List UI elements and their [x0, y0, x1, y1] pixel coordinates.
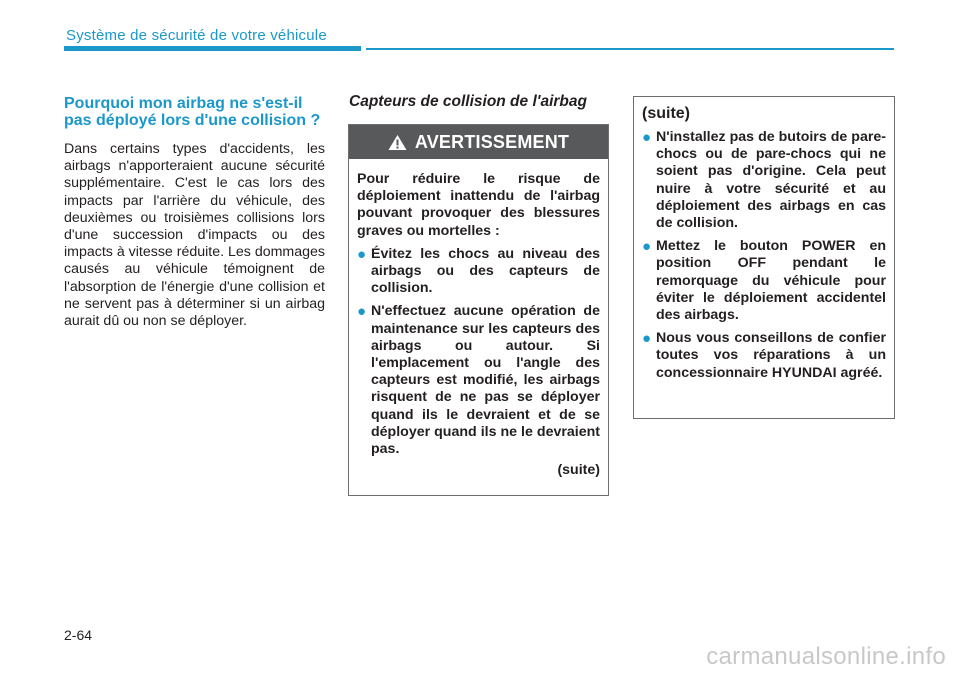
bullet-dot-icon: ● [357, 303, 367, 321]
watermark: carmanualsonline.info [706, 643, 946, 670]
section-heading: Pourquoi mon airbag ne s'est-il pas déployé lors d'une collision ? [64, 95, 321, 129]
bullet-text: Nous vous conseillons de confier toutes vos réparations à un concessionnaire HYUNDAI agréé. [656, 330, 886, 381]
warning-intro: Pour réduire le risque de déploiement inattendu de l'airbag pouvant provoquer des blessures graves ou mortelles : [357, 171, 600, 239]
airbag-deployment-section [64, 95, 325, 330]
page-number: 2-64 [64, 627, 93, 643]
warning-bullet [642, 238, 886, 324]
bullet-text: Mettez le bouton POWER en position OFF pendant le remorquage du véhicule pour éviter le déploiement accidentel des airbags. [656, 238, 886, 324]
warning-title: AVERTISSEMENT [414, 131, 570, 152]
continued-label: (suite) [557, 462, 600, 479]
bullet-text: N'effectuez aucune opération de maintenance sur les capteurs des airbags ou autour. Si l'emplacement ou l'angle des capteurs est modifié, les airbags risquent de ne pas se déployer quand ils le devraient et de se déployer quand ils ne le devraient pas. [371, 303, 600, 458]
warning-bullet [357, 246, 600, 298]
bullet-dot-icon: ● [642, 238, 652, 256]
warning-bullet [357, 303, 600, 458]
header-rule-thick [64, 46, 361, 51]
warning-bullet [642, 330, 886, 382]
continued-title: (suite) [642, 105, 690, 122]
chapter-title: Système de sécurité de votre véhicule [66, 27, 327, 44]
warning-box [348, 124, 609, 496]
warning-triangle-icon [388, 134, 407, 151]
bullet-dot-icon: ● [642, 330, 652, 348]
section-body: Dans certains types d'accidents, les airbags n'apporteraient aucune sécurité supplémentaire. C'est le cas lors des impacts par l'arrière du véhicule, des deuxièmes ou troisièmes collisions lors d'une succession d'impacts ou des impacts à vitesse réduite. Les dommages causés au véhicule témoignent de l'absorption de l'énergie d'une collision et ne servent pas à déterminer si un airbag aurait dû ou non se déployer. [64, 141, 326, 330]
warning-body [349, 159, 608, 478]
bullet-text: N'installez pas de butoirs de pare-chocs ou de pare-chocs qui ne soient pas d'origine. Cela peut nuire à votre sécurité et au déploiement des airbags en cas de collision. [656, 129, 886, 232]
bullet-text: Évitez les chocs au niveau des airbags ou des capteurs de collision. [371, 245, 600, 297]
header-rule-thin [366, 48, 894, 50]
sensors-heading: Capteurs de collision de l'airbag [349, 93, 587, 110]
continued-warning-box [633, 96, 895, 419]
bullet-dot-icon: ● [642, 129, 652, 146]
warning-bullet [642, 129, 886, 232]
warning-header [349, 125, 608, 159]
bullet-dot-icon: ● [357, 245, 367, 263]
